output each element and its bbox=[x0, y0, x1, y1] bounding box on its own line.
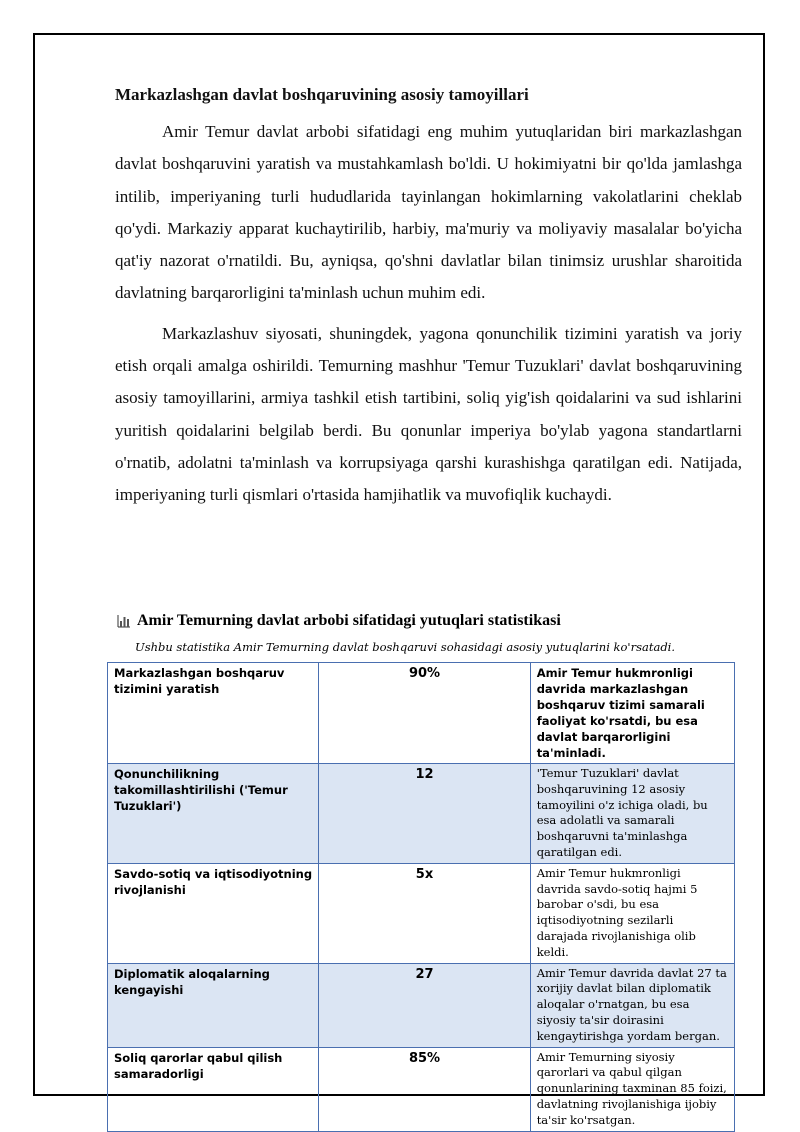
row-value: 27 bbox=[319, 963, 530, 1047]
row-description: Amir Temurning siyosiy qarorlari va qabul qilgan qonunlarining taxminan 85 foizi, davlatning rivojlanishiga ijobiy ta'sir ko'rsatgan. bbox=[530, 1047, 734, 1131]
table-row bbox=[108, 764, 735, 864]
table-row bbox=[108, 963, 735, 1047]
statistics-title: Amir Temurning davlat arbobi sifatidagi yutuqlari statistikasi bbox=[137, 612, 561, 629]
table-row bbox=[108, 863, 735, 963]
document-body bbox=[115, 84, 742, 520]
row-value: 5x bbox=[319, 863, 530, 963]
row-value: 90% bbox=[319, 663, 530, 764]
row-label: Soliq qarorlar qabul qilish samaradorligi bbox=[108, 1047, 319, 1131]
statistics-header bbox=[117, 602, 747, 660]
row-label: Qonunchilikning takomillashtirilishi ('Temur Tuzuklari') bbox=[108, 764, 319, 864]
section-heading: Markazlashgan davlat boshqaruvining asosiy tamoyillari bbox=[115, 85, 529, 104]
bar-chart-icon bbox=[117, 614, 131, 628]
row-value: 12 bbox=[319, 764, 530, 864]
paragraph-1: Amir Temur davlat arbobi sifatidagi eng muhim yutuqlaridan biri markazlashgan davlat boshqaruvini yaratish va mustahkamlash bo'ldi. U hokimiyatni bir qo'lda jamlashga intilib, imperiyaning turli hududlarida tayinlangan hokimlarning vakolatlarini cheklab qo'ydi. Markaziy apparat kuchaytirilib, harbiy, ma'muriy va moliyaviy masalalar bo'yicha qat'iy nazorat o'rnatildi. Bu, ayniqsa, qo'shni davlatlar bilan tinimsiz urushlar sharoitida davlatning barqarorligini ta'minlash uchun muhim edi. bbox=[115, 122, 742, 303]
row-label: Markazlashgan boshqaruv tizimini yaratish bbox=[108, 663, 319, 764]
paragraph-2: Markazlashuv siyosati, shuningdek, yagona qonunchilik tizimini yaratish va joriy etish orqali amalga oshirildi. Temurning mashhur 'Temur Tuzuklari' davlat boshqaruvining asosiy tamoyillarini, armiya tashkil etish tartibini, soliq yig'ish qoidalarini va sud ishlarini yuritish qoidalarini belgilab berdi. Bu qonunlar imperiya bo'ylab yagona standartlarni o'rnatib, adolatni ta'minlash va korrupsiyaga qarshi kurashishga qaratilgan edi. Natijada, imperiyaning turli qismlari o'rtasida hamjihatlik va muvofiqlik kuchaydi. bbox=[115, 323, 742, 505]
row-description: Amir Temur hukmronligi davrida savdo-sotiq hajmi 5 barobar o'sdi, bu esa iqtisodiyotning sezilarli darajada rivojlanishiga olib keldi. bbox=[530, 863, 734, 963]
row-description: Amir Temur hukmronligi davrida markazlashgan boshqaruv tizimi samarali faoliyat ko'rsatdi, bu esa davlat barqarorligini ta'minladi. bbox=[530, 663, 734, 764]
row-description: Amir Temur davrida davlat 27 ta xorijiy davlat bilan diplomatik aloqalar o'rnatgan, bu esa siyosiy ta'sir doirasini kengaytirishga yordam bergan. bbox=[530, 963, 734, 1047]
row-description: 'Temur Tuzuklari' davlat boshqaruvining 12 asosiy tamoyilini o'z ichiga oladi, bu esa adolatli va samarali boshqaruvni ta'minlashga qaratilgan edi. bbox=[530, 764, 734, 864]
statistics-table bbox=[107, 662, 735, 1132]
row-label: Diplomatik aloqalarning kengayishi bbox=[108, 963, 319, 1047]
row-label: Savdo-sotiq va iqtisodiyotning rivojlanishi bbox=[108, 863, 319, 963]
statistics-subtitle: Ushbu statistika Amir Temurning davlat boshqaruvi sohasidagi asosiy yutuqlarini ko'rsatadi. bbox=[135, 640, 676, 654]
table-row bbox=[108, 663, 735, 764]
row-value: 85% bbox=[319, 1047, 530, 1131]
table-row bbox=[108, 1047, 735, 1131]
